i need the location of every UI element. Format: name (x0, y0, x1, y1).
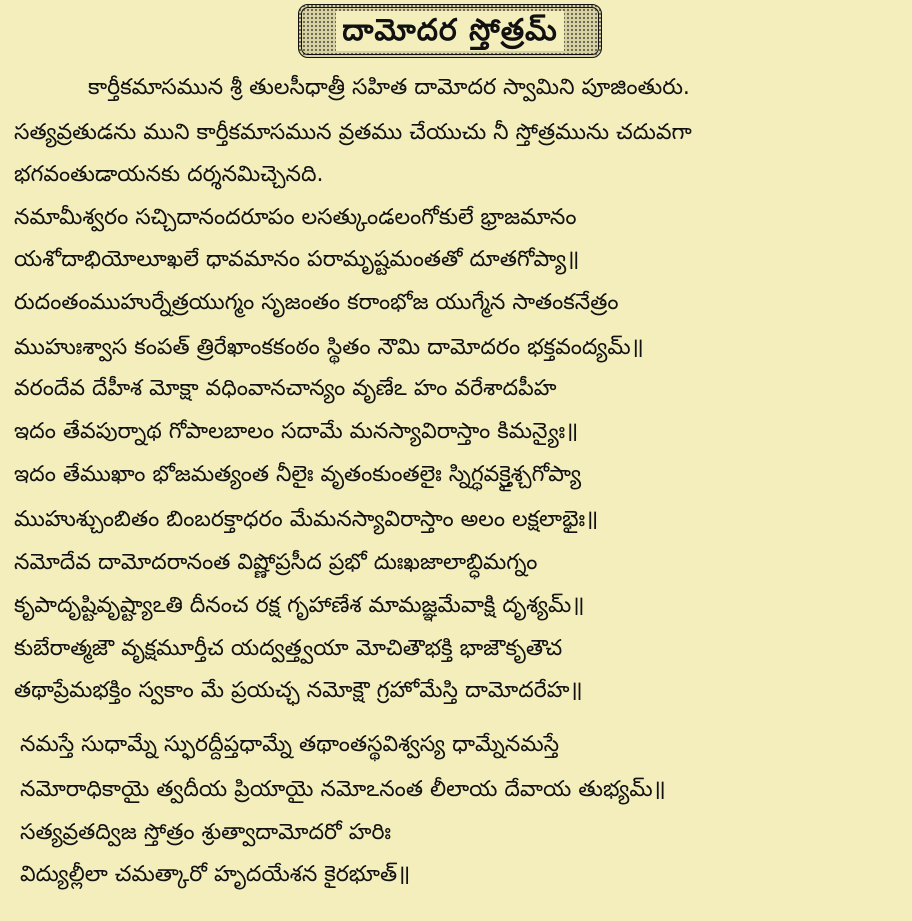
verse-line: నమోదేవ దామోదరానంత విష్ణోప్రసీద ప్రభో దుఃఖజాలాబ్ధిమగ్నం (14, 550, 538, 575)
verse-line: ముహుఃశ్వాస కంపత్ త్రిరేఖాంకకంఠం స్థితం నౌమి దామోదరం భక్తవంద్యమ్॥ (14, 335, 644, 360)
verse-line: యశోదాభియోలూఖలే ధావమానం పరామృష్టమంతతో దూతగోప్యా॥ (14, 247, 580, 272)
page-title: దామోదర స్తోత్రమ్ (336, 11, 564, 51)
intro-line: భగవంతుడాయనకు దర్శనమిచ్చెనది. (14, 162, 324, 187)
verse-line: ఇదం తేముఖాం భోజమత్యంత నీలైః వృతంకుంతలైః స్నిగ్ధవక్త్రైశ్చగోప్యా (14, 462, 582, 487)
verse-line: రుదంతంముహుర్నేత్రయుగ్మం సృజంతం కరాంభోజ యుగ్మేన సాతంకనేత్రం (14, 290, 619, 315)
verse-line: నమామీశ్వరం సచ్చిదానందరూపం లసత్కుండలంగోకులే భ్రాజమానం (14, 205, 577, 230)
verse-line: విద్యుల్లీలా చమత్కారో హృదయేశన కైరభూత్॥ (20, 862, 411, 887)
verse-line: వరందేవ దేహీశ మోక్షా వధింవానచాన్యం వృణేఽ హం వరేశాదపీహ (14, 376, 557, 401)
verse-line: తథాప్రేమభక్తిం స్వకాం మే ప్రయచ్ఛ నమోక్షౌ గ్రహోమేస్తి దామోదరేహ॥ (14, 678, 583, 703)
verse-line: ఇదం తేవపుర్నాథ గోపాలబాలం సదామే మనస్యావిరాస్తాం కిమన్యైః॥ (14, 419, 579, 444)
verse-line: సత్యవ్రతద్విజ స్తోత్రం శ్రుత్వాదామోదరో హరిః (20, 820, 392, 845)
verse-line: నమోరాధికాయై త్వదీయ ప్రియాయై నమోఽనంత లీలాయ దేవాయ తుభ్యమ్॥ (20, 777, 666, 802)
verse-line: కృపాదృష్టివృష్ట్యాఽతి దీనంచ రక్ష గృహాణేశ మామజ్ఞమేవాక్షి దృశ్యమ్॥ (14, 593, 585, 618)
verse-line: నమస్తే సుధామ్నే స్ఫురద్దీప్తధామ్నే తథాంతస్థవిశ్వస్య ధామ్నేనమస్తే (20, 732, 560, 757)
title-box (298, 4, 602, 58)
intro-line: సత్యవ్రతుడను ముని కార్తీకమాసమున వ్రతము చేయుచు నీ స్తోత్రమును చదువగా (14, 120, 692, 145)
intro-line: కార్తీకమాసమున శ్రీ తులసీధాత్రీ సహిత దామోదర స్వామిని పూజింతురు. (88, 75, 690, 100)
verse-line: కుబేరాత్మజౌ వృక్షమూర్తీచ యద్వత్త్వయా మోచితౌభక్తి భాజౌకృతౌచ (14, 636, 563, 661)
verse-line: ముహుశ్చుంబితం బింబరక్తాధరం మేమనస్యావిరాస్తాం అలం లక్షలాభైః॥ (14, 507, 599, 532)
